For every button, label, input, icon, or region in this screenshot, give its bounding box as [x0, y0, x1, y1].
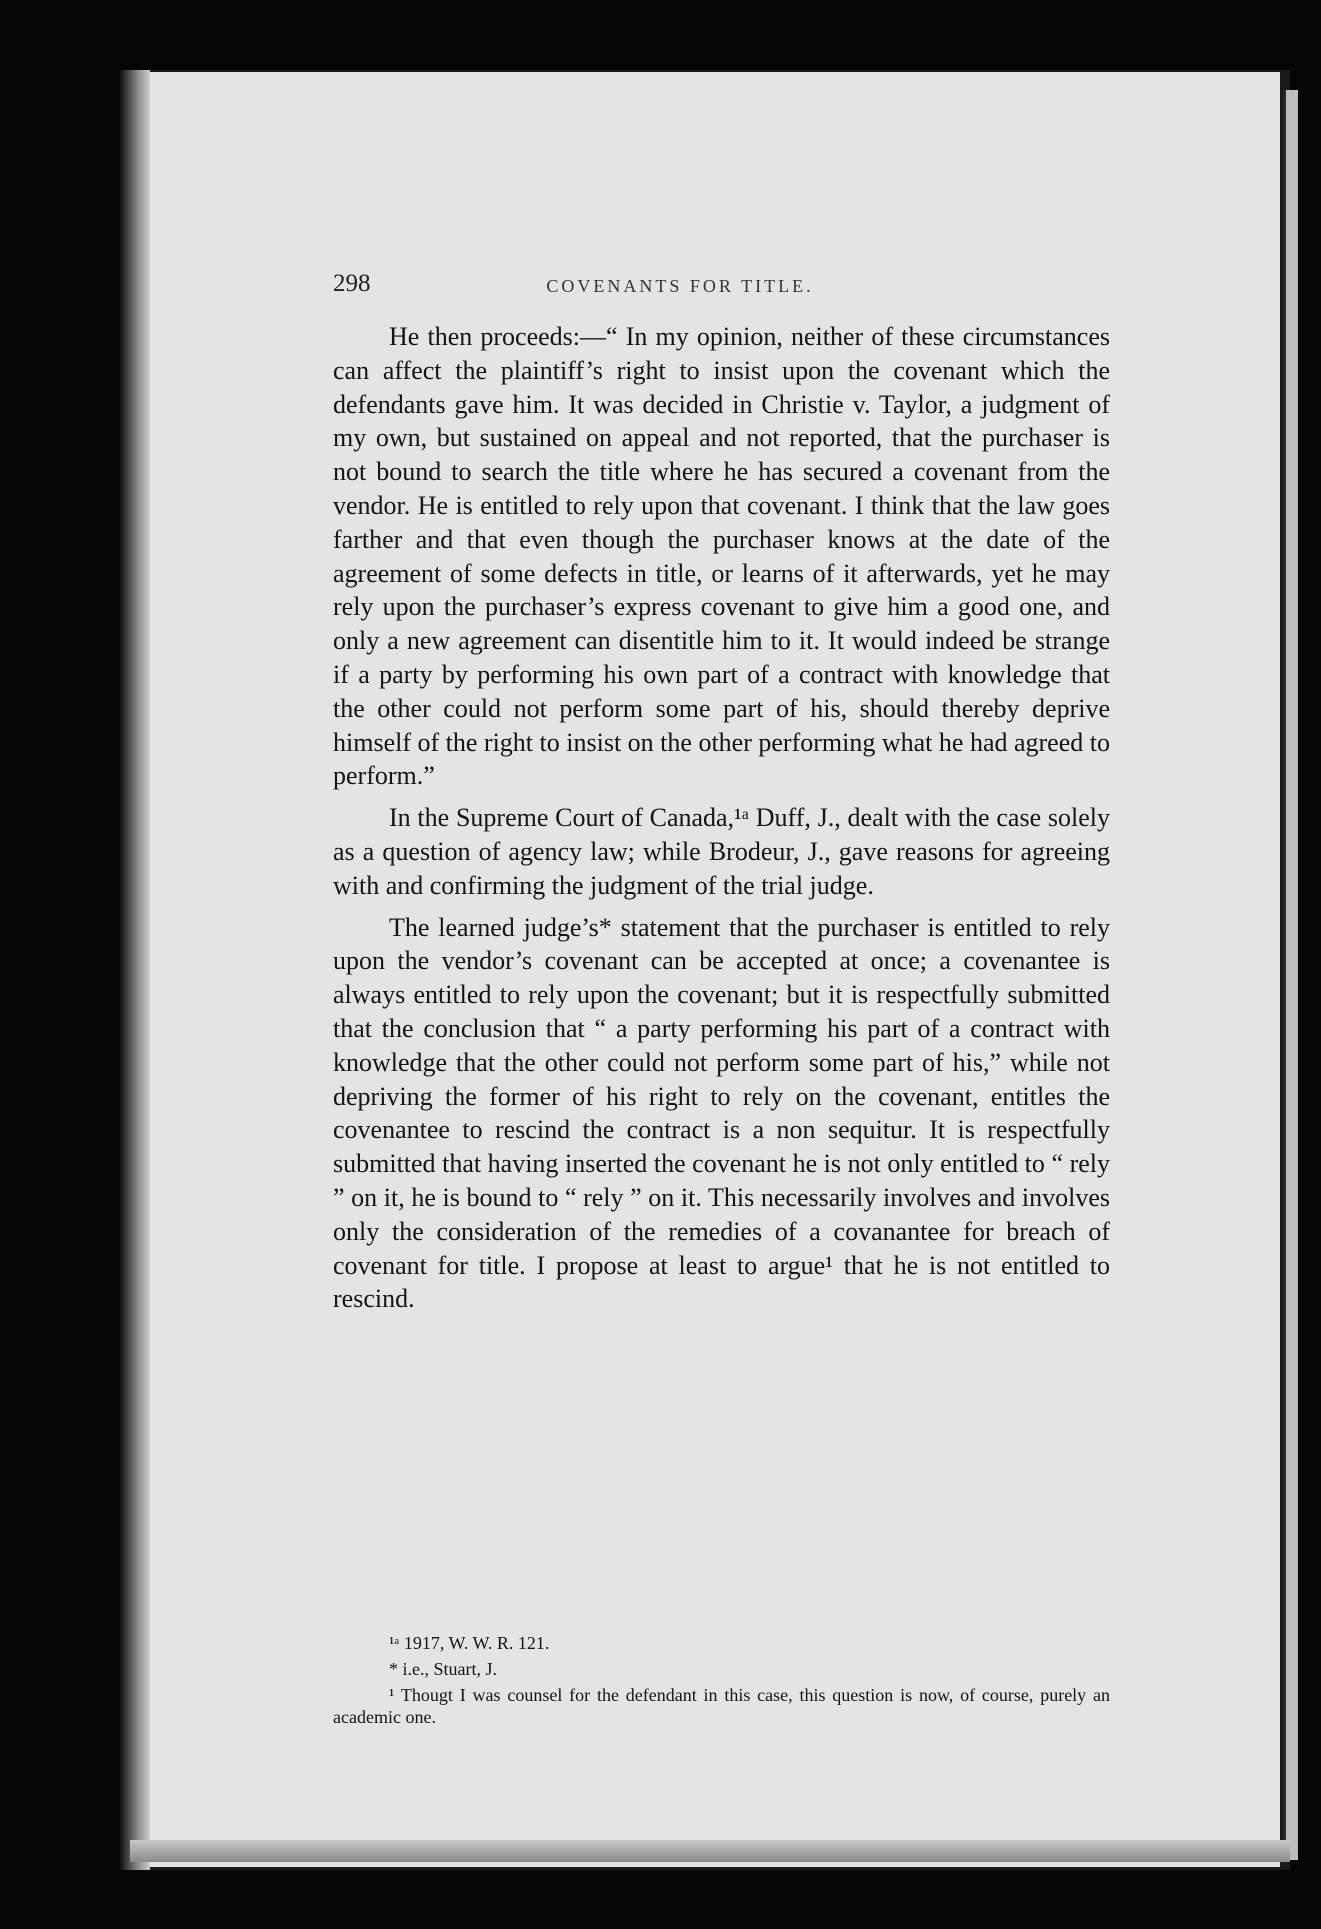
body-text: [333, 320, 1110, 1324]
page-number: 298: [333, 270, 371, 297]
footnote-1: ¹ Thougt I was counsel for the defendant in this case, this question is now, of course, purely an academic one.: [333, 1685, 1110, 1727]
paragraph-3: The learned judge’s* statement that the purchaser is entitled to rely upon the vendor’s covenant can be accepted at once; a covenantee is always entitled to rely upon the covenant; but it is respectfully submitted that the conclusion that “ a party performing his part of a contract with knowledge that the other could not perform some part of his,” while not depriving the former of his right to rely on the covenant, entitles the covenantee to rescind the contract is a non sequitur. It is respectfully submitted that having inserted the covenant he is not only entitled to “ rely ” on it, he is bound to “ rely ” on it. This necessarily involves and involves only the consideration of the remedies of a covanantee for breach of covenant for title. I propose at least to argue¹ that he is not entitled to rescind.: [333, 912, 1110, 1314]
page-bottom-edge: [130, 1840, 1290, 1862]
footnotes: [333, 1632, 1110, 1732]
footnote-1a: ¹ᵃ 1917, W. W. R. 121.: [389, 1633, 550, 1653]
paragraph-1: He then proceeds:—“ In my opinion, neither of these circumstances can affect the plaintiff’s right to insist upon the covenant which the defendants gave him. It was decided in Christie v. Taylor, a judgment of my own, but sustained on appeal and not reported, that the purchaser is not bound to search the title where he has secured a covenant from the vendor. He is entitled to rely upon that covenant. I think that the law goes farther and that even though the purchaser knows at the date of the agreement of some defects in title, or learns of it afterwards, yet he may rely upon the purchaser’s express covenant to give him a good one, and only a new agreement can disentitle him to it. It would indeed be strange if a party by performing his own part of a contract with knowledge that the other could not perform some part of his, should thereby deprive himself of the right to insist on the other performing what he had agreed to perform.”: [333, 322, 1110, 791]
running-title: COVENANTS FOR TITLE.: [546, 276, 814, 296]
page-gutter-shadow: [120, 70, 150, 1870]
footnote-star: * i.e., Stuart, J.: [389, 1659, 497, 1679]
page-edge: [1283, 90, 1298, 1860]
paragraph-2: In the Supreme Court of Canada,¹ᵃ Duff, J., dealt with the case solely as a question of agency law; while Brodeur, J., gave reasons for agreeing with and confirming the judgment of the trial judge.: [333, 803, 1110, 900]
